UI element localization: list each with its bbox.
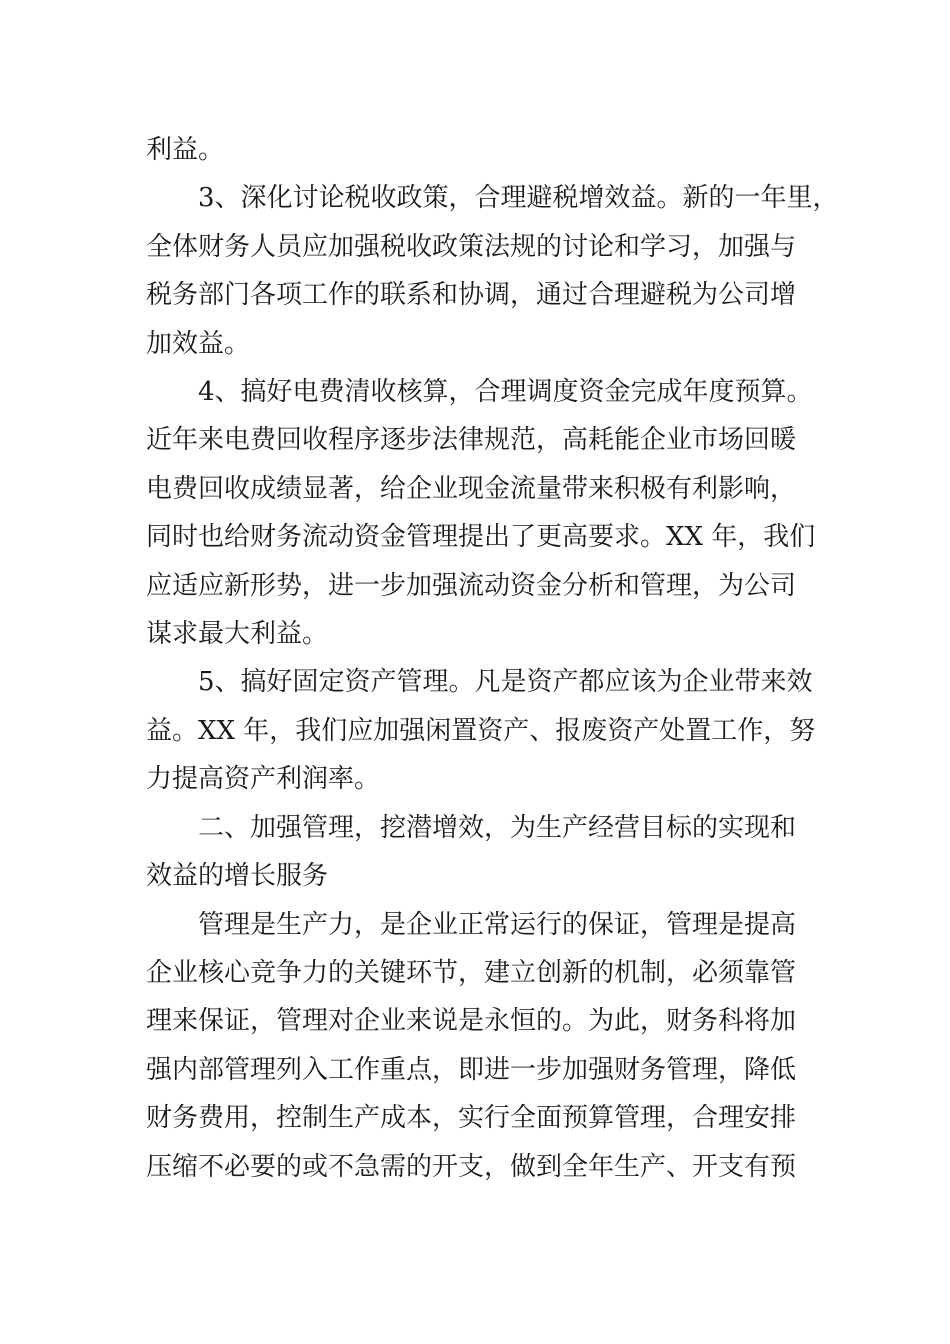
document-body [146,126,839,1191]
paragraph-line: 3、深化讨论税收政策，合理避税增效益。新的一年里， [198,183,839,214]
paragraph-line: 应适应新形势，进一步加强流动资金分析和管理，为公司 [146,570,797,601]
paragraph-line: 理来保证，管理对企业来说是永恒的。为此，财务科将加 [146,1006,797,1037]
paragraph-line: 益。XX 年，我们应加强闲置资产、报废资产处置工作，努 [146,715,816,746]
paragraph-6-management [146,901,826,1191]
paragraph-line: 同时也给财务流动资金管理提出了更高要求。XX 年，我们 [146,522,816,553]
heading-line: 二、加强管理，挖潜增效，为生产经营目标的实现和 [198,812,797,843]
paragraph-line: 电费回收成绩显著，给企业现金流量带来积极有利影响， [146,473,797,504]
section-heading-2 [146,804,826,901]
paragraph-line: 谋求最大利益。 [146,619,329,650]
paragraph-4-fixed-assets [146,658,826,803]
paragraph-3-electricity-fees [146,368,826,658]
paragraph-line: 利益。 [146,135,225,165]
paragraph-1 [146,126,826,174]
paragraph-line: 企业核心竞争力的关键环节，建立创新的机制，必须靠管 [146,957,797,988]
paragraph-line: 税务部门各项工作的联系和协调，通过合理避税为公司增 [146,280,797,311]
paragraph-line: 近年来电费回收程序逐步法律规范，高耗能企业市场回暖 [146,425,797,456]
paragraph-line: 5、搞好固定资产管理。凡是资产都应该为企业带来效 [198,667,813,698]
paragraph-line: 财务费用，控制生产成本，实行全面预算管理，合理安排 [146,1103,797,1134]
paragraph-line: 力提高资产利润率。 [146,764,381,795]
paragraph-line: 全体财务人员应加强税收政策法规的讨论和学习，加强与 [146,231,797,262]
paragraph-line: 管理是生产力，是企业正常运行的保证，管理是提高 [198,909,797,940]
paragraph-line: 强内部管理列入工作重点，即进一步加强财务管理，降低 [146,1054,797,1085]
paragraph-2-tax-policy [146,174,839,368]
paragraph-line: 压缩不必要的或不急需的开支，做到全年生产、开支有预 [146,1151,797,1182]
heading-line: 效益的增长服务 [146,861,329,892]
paragraph-line: 4、搞好电费清收核算，合理调度资金完成年度预算。 [198,377,813,408]
paragraph-line: 加效益。 [146,328,251,359]
